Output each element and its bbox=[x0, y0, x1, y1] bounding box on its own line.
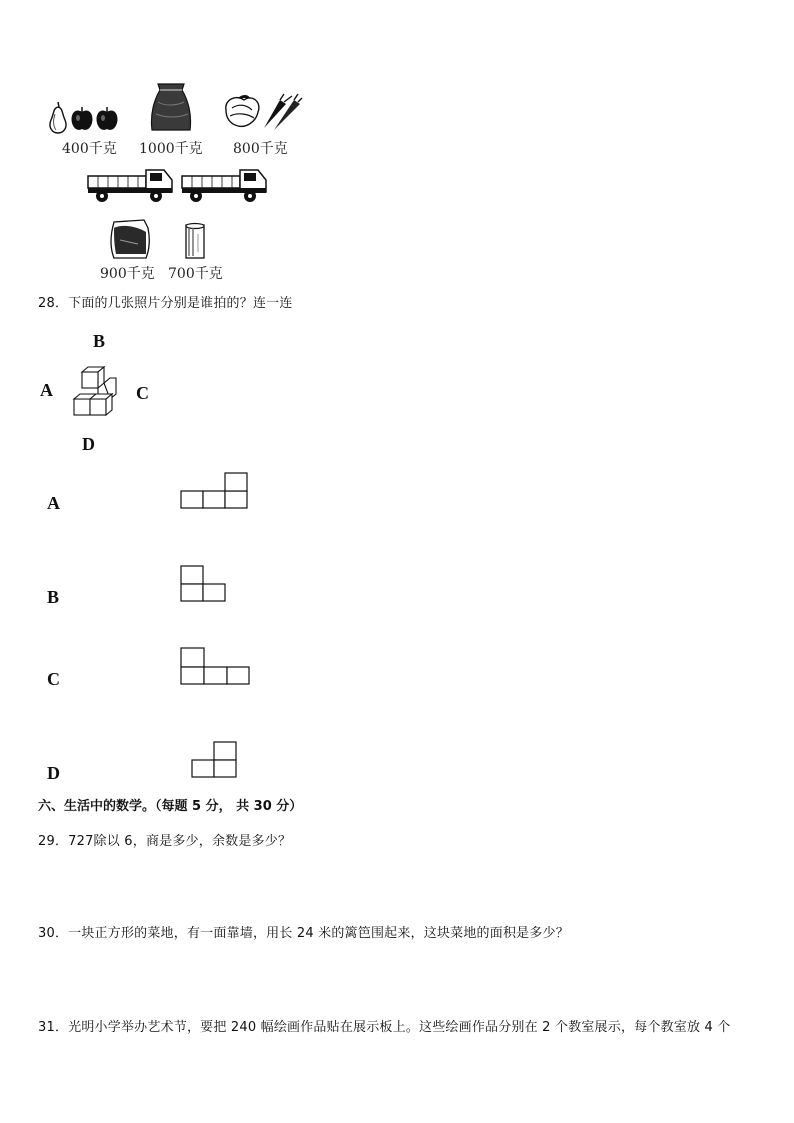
truck-icon bbox=[86, 164, 176, 204]
weight-grain-sack-label: 1000千克 bbox=[139, 141, 203, 157]
direction-label-d: D bbox=[82, 434, 95, 454]
question-28-text: 28．下面的几张照片分别是谁拍的？连一连 bbox=[38, 296, 293, 311]
weight-barrel-label: 700千克 bbox=[168, 266, 223, 282]
question-29-text: 29．727除以 6，商是多少，余数是多少？ bbox=[38, 834, 292, 849]
direction-label-c: C bbox=[136, 383, 149, 403]
section-6-title: 六、生活中的数学。（每题 5 分， 共 30 分） bbox=[38, 799, 303, 814]
view-c-shape bbox=[180, 647, 252, 687]
apple-icon bbox=[95, 104, 119, 132]
view-label-c: C bbox=[47, 669, 60, 689]
view-a-shape bbox=[180, 472, 250, 510]
rice-bag-icon bbox=[108, 218, 152, 260]
view-label-d: D bbox=[47, 763, 60, 783]
view-d-shape bbox=[191, 741, 239, 779]
weight-rice-bag-label: 900千克 bbox=[100, 266, 155, 282]
weight-fruit-label: 400千克 bbox=[62, 141, 117, 157]
pear-icon bbox=[46, 100, 70, 134]
weight-vegetables-label: 800千克 bbox=[233, 141, 288, 157]
cube-stack-icon bbox=[72, 366, 120, 418]
truck-icon bbox=[180, 164, 270, 204]
apple-icon bbox=[70, 104, 94, 132]
direction-label-b: B bbox=[93, 331, 106, 351]
grain-sack-icon bbox=[148, 82, 194, 132]
question-30-text: 30．一块正方形的菜地，有一面靠墙，用长 24 米的篱笆围起来，这块菜地的面积是多少？ bbox=[38, 926, 569, 941]
view-label-a: A bbox=[47, 493, 60, 513]
question-31-text: 31．光明小学举办艺术节，要把 240 幅绘画作品贴在展示板上。这些绘画作品分别在 2 个教室展示，每个教室放 4 个 bbox=[38, 1020, 731, 1035]
barrel-icon bbox=[184, 222, 206, 260]
vegetables-icon bbox=[222, 92, 302, 132]
view-label-b: B bbox=[47, 587, 60, 607]
view-b-shape bbox=[180, 565, 228, 603]
direction-label-a: A bbox=[40, 380, 53, 400]
